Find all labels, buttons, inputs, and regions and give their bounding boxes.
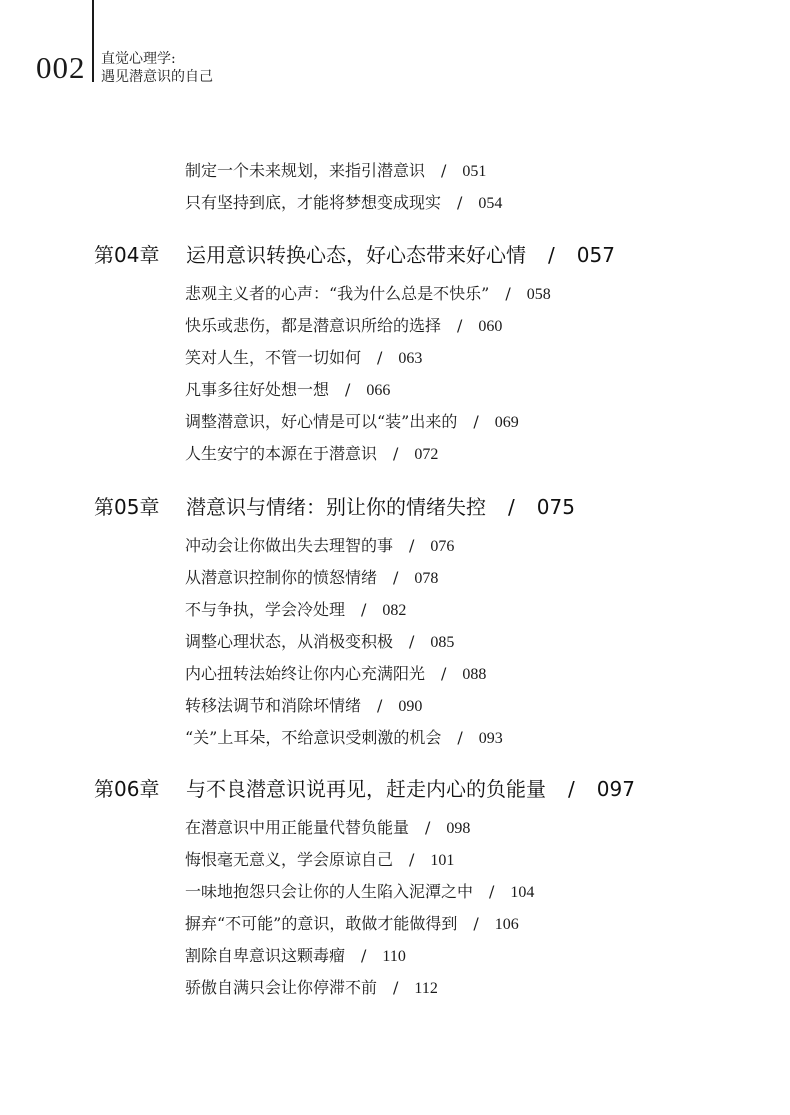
toc-entry[interactable] — [185, 728, 503, 749]
chapter-heading[interactable] — [94, 494, 575, 520]
toc-separator: / — [457, 193, 463, 212]
toc-entry-title: “关”上耳朵，不给意识受刺激的机会 — [185, 728, 442, 747]
toc-entry[interactable] — [185, 600, 406, 621]
toc-entry-title: 割除自卑意识这颗毒瘤 — [185, 946, 346, 965]
toc-entry-page: 085 — [430, 634, 455, 651]
toc-separator: / — [409, 632, 415, 651]
toc-separator: / — [377, 348, 383, 367]
toc-entry[interactable] — [185, 664, 486, 685]
toc-entry-title: 快乐或悲伤，都是潜意识所给的选择 — [185, 316, 442, 335]
toc-entry-page: 088 — [462, 666, 487, 683]
toc-separator: / — [505, 284, 511, 303]
chapter-label: 第05章 — [94, 495, 160, 519]
toc-entry-page: 082 — [382, 602, 407, 619]
toc-entry-page: 112 — [414, 980, 438, 997]
toc-entry[interactable] — [185, 696, 422, 717]
toc-separator: / — [409, 536, 415, 555]
toc-entry-title: 笑对人生，不管一切如何 — [185, 348, 362, 367]
book-title-line2: 遇见潜意识的自己 — [101, 69, 213, 85]
toc-entry[interactable] — [185, 978, 438, 999]
toc-entry-page: 063 — [398, 350, 423, 367]
chapter-label: 第06章 — [94, 777, 160, 801]
toc-entry-page: 110 — [382, 948, 406, 965]
toc-entry-page: 051 — [462, 163, 487, 180]
toc-entry-title: 一味地抱怨只会让你的人生陷入泥潭之中 — [185, 882, 474, 901]
toc-entry[interactable] — [185, 380, 390, 401]
toc-entry[interactable] — [185, 316, 502, 337]
toc-entry-title: 骄傲自满只会让你停滞不前 — [185, 978, 378, 997]
toc-separator: / — [457, 728, 463, 747]
toc-separator: / — [473, 914, 479, 933]
toc-separator: / — [473, 412, 479, 431]
toc-separator: / — [548, 243, 555, 267]
toc-entry[interactable] — [185, 412, 519, 433]
toc-entry-title: 悔恨毫无意义，学会原谅自己 — [185, 850, 394, 869]
toc-entry-page: 058 — [526, 286, 551, 303]
toc-entry-page: 093 — [478, 730, 503, 747]
toc-entry[interactable] — [185, 568, 438, 589]
toc-entry[interactable] — [185, 444, 438, 465]
toc-separator: / — [425, 818, 431, 837]
toc-entry[interactable] — [185, 818, 470, 839]
toc-entry-title: 不与争执，学会冷处理 — [185, 600, 346, 619]
chapter-page: 057 — [576, 243, 615, 267]
toc-entry-title: 只有坚持到底，才能将梦想变成现实 — [185, 193, 442, 212]
toc-entry-page: 078 — [414, 570, 439, 587]
toc-entry-title: 内心扭转法始终让你内心充满阳光 — [185, 664, 426, 683]
toc-entry[interactable] — [185, 882, 534, 903]
chapter-title: 与不良潜意识说再见，赶走内心的负能量 — [186, 777, 546, 801]
toc-entry[interactable] — [185, 536, 454, 557]
toc-separator: / — [377, 696, 383, 715]
chapter-page: 097 — [596, 777, 635, 801]
toc-entry-page: 098 — [446, 820, 471, 837]
toc-entry-page: 069 — [494, 414, 519, 431]
chapter-title: 潜意识与情绪：别让你的情绪失控 — [186, 495, 486, 519]
toc-entry-title: 冲动会让你做出失去理智的事 — [185, 536, 394, 555]
toc-entry[interactable] — [185, 946, 406, 967]
toc-entry[interactable] — [185, 632, 454, 653]
toc-separator: / — [441, 161, 447, 180]
toc-separator: / — [568, 777, 575, 801]
book-title-line1: 直觉心理学: — [101, 51, 176, 67]
toc-entry-page: 060 — [478, 318, 503, 335]
toc-entry[interactable] — [185, 348, 422, 369]
toc-separator: / — [393, 978, 399, 997]
toc-separator: / — [361, 600, 367, 619]
toc-separator: / — [361, 946, 367, 965]
toc-entry-title: 调整潜意识，好心情是可以“装”出来的 — [185, 412, 458, 431]
toc-separator: / — [393, 568, 399, 587]
toc-entry[interactable] — [185, 914, 519, 935]
chapter-title: 运用意识转换心态，好心态带来好心情 — [186, 243, 526, 267]
toc-entry[interactable] — [185, 284, 551, 305]
toc-entry-title: 在潜意识中用正能量代替负能量 — [185, 818, 410, 837]
toc-entry-title: 摒弃“不可能”的意识，敢做才能做得到 — [185, 914, 458, 933]
chapter-heading[interactable] — [94, 776, 635, 802]
toc-entry[interactable] — [185, 850, 454, 871]
toc-entry-title: 转移法调节和消除坏情绪 — [185, 696, 362, 715]
book-title — [101, 50, 213, 86]
toc-entry[interactable] — [185, 193, 502, 214]
toc-separator: / — [489, 882, 495, 901]
toc-separator: / — [345, 380, 351, 399]
chapter-label: 第04章 — [94, 243, 160, 267]
toc-entry-title: 人生安宁的本源在于潜意识 — [185, 444, 378, 463]
toc-separator: / — [393, 444, 399, 463]
toc-entry-title: 制定一个未来规划，来指引潜意识 — [185, 161, 426, 180]
toc-entry-page: 076 — [430, 538, 455, 555]
header-divider — [92, 0, 94, 82]
chapter-page: 075 — [536, 495, 575, 519]
toc-entry-title: 从潜意识控制你的愤怒情绪 — [185, 568, 378, 587]
toc-entry[interactable] — [185, 161, 486, 182]
toc-separator: / — [457, 316, 463, 335]
toc-entry-page: 072 — [414, 446, 439, 463]
chapter-heading[interactable] — [94, 242, 615, 268]
toc-entry-page: 106 — [494, 916, 519, 933]
toc-separator: / — [508, 495, 515, 519]
page-number: 002 — [36, 50, 86, 85]
toc-entry-page: 066 — [366, 382, 391, 399]
toc-entry-page: 090 — [398, 698, 423, 715]
toc-entry-title: 调整心理状态，从消极变积极 — [185, 632, 394, 651]
toc-separator: / — [441, 664, 447, 683]
toc-entry-title: 凡事多往好处想一想 — [185, 380, 330, 399]
toc-entry-title: 悲观主义者的心声：“我为什么总是不快乐” — [185, 284, 490, 303]
toc-entry-page: 101 — [430, 852, 455, 869]
toc-entry-page: 104 — [510, 884, 535, 901]
toc-entry-page: 054 — [478, 195, 503, 212]
toc-separator: / — [409, 850, 415, 869]
